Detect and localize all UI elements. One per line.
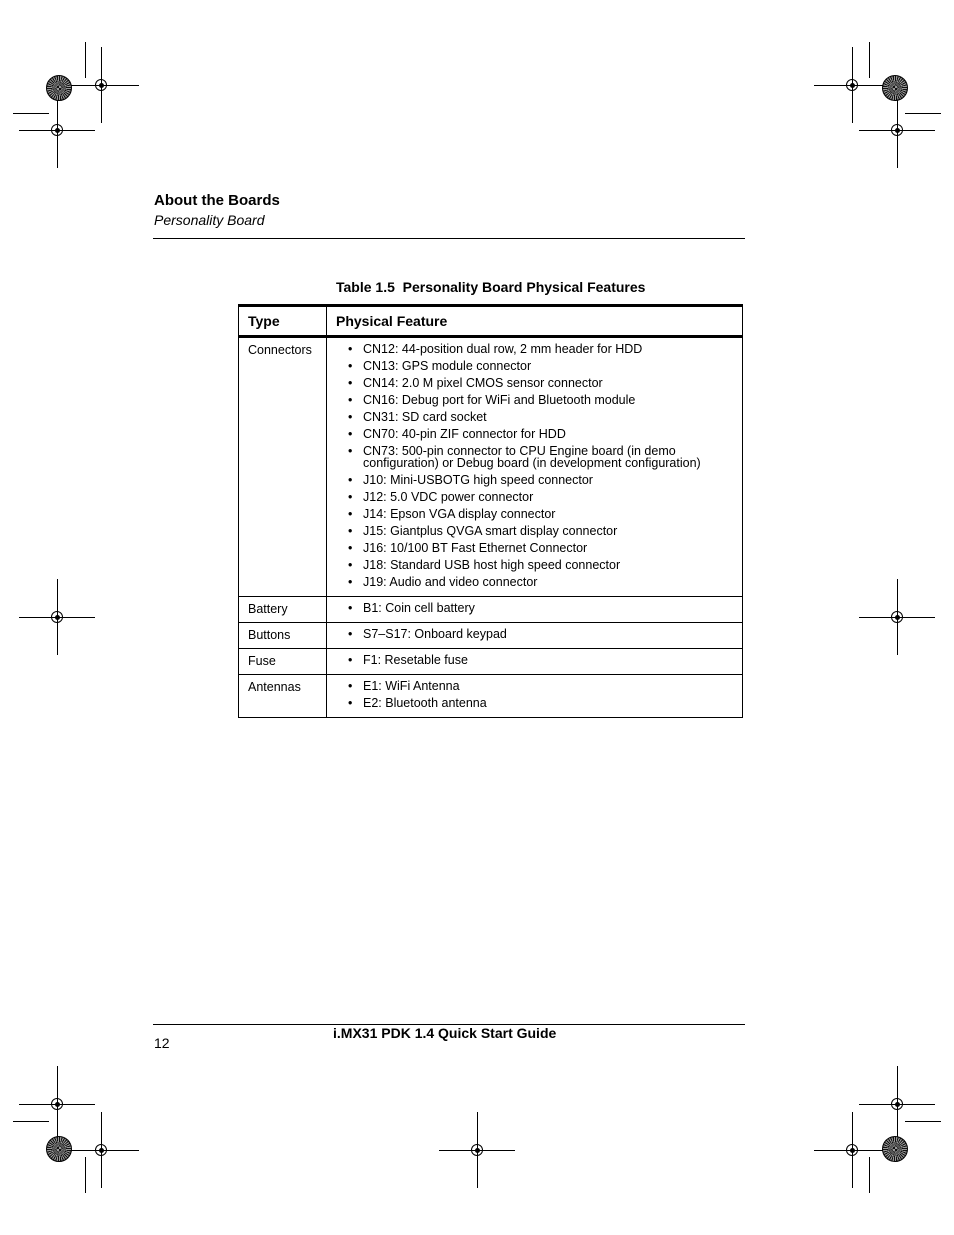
- feature-item: • J15: Giantplus QVGA smart display connector: [348, 525, 733, 537]
- column-header-physical-feature: Physical Feature: [327, 306, 743, 337]
- feature-cell: [327, 597, 743, 623]
- crop-line: [13, 1121, 49, 1122]
- feature-cell: [327, 623, 743, 649]
- table-row: [239, 675, 743, 718]
- crop-line: [85, 1157, 86, 1193]
- crop-line: [869, 42, 870, 78]
- feature-item: • J12: 5.0 VDC power connector: [348, 491, 733, 503]
- registration-disc: [882, 75, 908, 101]
- feature-item: • J18: Standard USB host high speed connector: [348, 559, 733, 571]
- feature-cell: [327, 675, 743, 718]
- type-cell: Battery: [239, 597, 327, 623]
- column-header-type: Type: [239, 306, 327, 337]
- table-row: [239, 623, 743, 649]
- feature-item: • E2: Bluetooth antenna: [348, 697, 733, 709]
- crop-line: [905, 1121, 941, 1122]
- section-title: About the Boards: [154, 192, 280, 209]
- feature-item: • J10: Mini-USBOTG high speed connector: [348, 474, 733, 486]
- feature-item: • CN13: GPS module connector: [348, 360, 733, 372]
- registration-disc: [46, 1136, 72, 1162]
- crop-line: [85, 42, 86, 78]
- crop-line: [869, 1157, 870, 1193]
- type-cell: Antennas: [239, 675, 327, 718]
- table-caption: Table 1.5 Personality Board Physical Features: [336, 279, 646, 295]
- type-cell: Fuse: [239, 649, 327, 675]
- feature-item: • S7–S17: Onboard keypad: [348, 628, 733, 640]
- section-subtitle: Personality Board: [154, 212, 265, 228]
- header-rule: [153, 238, 745, 239]
- document-title: i.MX31 PDK 1.4 Quick Start Guide: [333, 1025, 557, 1041]
- feature-list: [348, 602, 733, 614]
- feature-item: • CN14: 2.0 M pixel CMOS sensor connector: [348, 377, 733, 389]
- crop-line: [905, 113, 941, 114]
- type-cell: Connectors: [239, 337, 327, 597]
- feature-cell: [327, 649, 743, 675]
- feature-item: • CN73: 500-pin connector to CPU Engine board (in demo configuration) or Debug board (in development configuration): [348, 445, 733, 469]
- crop-line: [13, 113, 49, 114]
- feature-list: [348, 343, 733, 588]
- type-cell: Buttons: [239, 623, 327, 649]
- feature-item: • CN16: Debug port for WiFi and Bluetooth module: [348, 394, 733, 406]
- table-row: [239, 597, 743, 623]
- feature-item: • J16: 10/100 BT Fast Ethernet Connector: [348, 542, 733, 554]
- feature-item: • CN70: 40-pin ZIF connector for HDD: [348, 428, 733, 440]
- physical-features-table: [238, 304, 743, 718]
- registration-disc: [46, 75, 72, 101]
- feature-item: • CN31: SD card socket: [348, 411, 733, 423]
- feature-list: [348, 654, 733, 666]
- table-header-row: [239, 306, 743, 337]
- feature-cell: [327, 337, 743, 597]
- registration-disc: [882, 1136, 908, 1162]
- feature-list: [348, 628, 733, 640]
- feature-item: • J14: Epson VGA display connector: [348, 508, 733, 520]
- table-row: [239, 649, 743, 675]
- page-number: 12: [154, 1035, 170, 1051]
- feature-item: • E1: WiFi Antenna: [348, 680, 733, 692]
- feature-item: • B1: Coin cell battery: [348, 602, 733, 614]
- feature-item: • J19: Audio and video connector: [348, 576, 733, 588]
- table-row: [239, 337, 743, 597]
- feature-list: [348, 680, 733, 709]
- feature-item: • F1: Resetable fuse: [348, 654, 733, 666]
- table-body: [239, 337, 743, 718]
- feature-item: • CN12: 44-position dual row, 2 mm header for HDD: [348, 343, 733, 355]
